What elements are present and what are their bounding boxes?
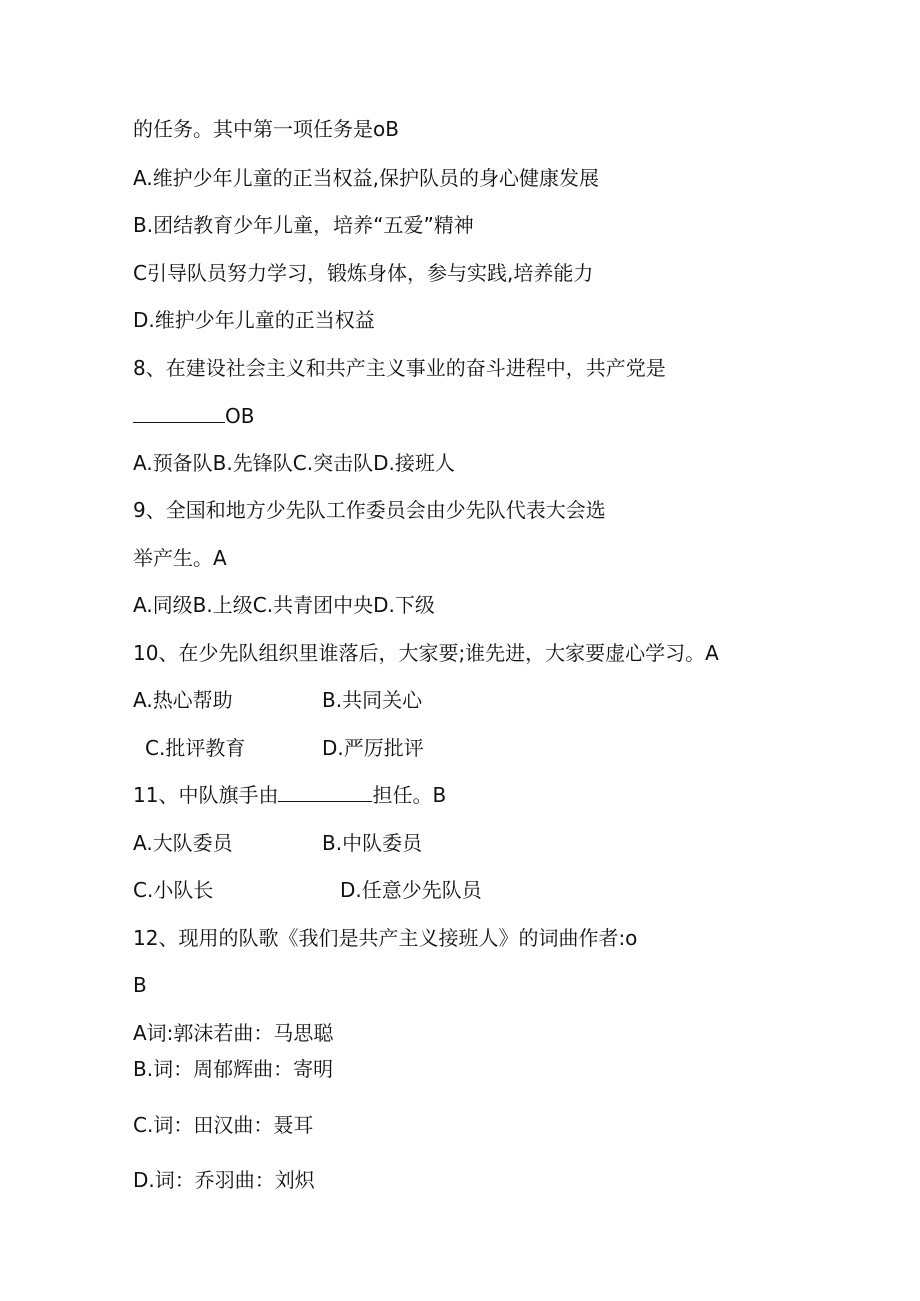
question-12: 12、现用的队歌《我们是共产主义接班人》的词曲作者:o	[133, 926, 638, 950]
question-9: 9、全国和地方少先队工作委员会由少先队代表大会选	[133, 498, 606, 522]
question-11	[133, 781, 446, 809]
question-8: 8、在建设社会主义和共产主义事业的奋斗进程中，共产党是	[133, 356, 666, 380]
question-10: 10、在少先队组织里谁落后，大家要;谁先进，大家要虚心学习。A	[133, 641, 719, 665]
option-line: C引导队员努力学习，锻炼身体，参与实践,培养能力	[133, 261, 594, 285]
option-c: C.词：田汉曲：聂耳	[133, 1113, 314, 1137]
text-line: 的任务。其中第一项任务是oB	[133, 117, 399, 141]
option-line: D.维护少年儿童的正当权益	[133, 308, 375, 332]
option-a: A.大队委员	[133, 831, 233, 855]
option-c: C.小队长	[133, 878, 214, 902]
question-11-prefix: 11、中队旗手由	[133, 783, 279, 807]
question-9-cont: 举产生。A	[133, 546, 227, 570]
option-d: D.严厉批评	[322, 736, 424, 760]
option-b: B.中队委员	[322, 831, 423, 855]
question-12-answer: B	[133, 973, 147, 997]
question-8-answer: OB	[225, 404, 255, 428]
option-line: A.维护少年儿童的正当权益,保护队员的身心健康发展	[133, 166, 600, 190]
option-a: A词:郭沫若曲：马思聪	[133, 1021, 334, 1045]
question-9-options: A.同级B.上级C.共青团中央D.下级	[133, 593, 435, 617]
question-8-options: A.预备队B.先锋队C.突击队D.接班人	[133, 451, 455, 475]
option-d: D.词：乔羽曲：刘炽	[133, 1168, 315, 1192]
option-d: D.任意少先队员	[340, 878, 482, 902]
option-b: B.词：周郁辉曲：寄明	[133, 1057, 334, 1081]
fill-blank	[133, 402, 225, 423]
option-a: A.热心帮助	[133, 688, 233, 712]
question-8-answer-line	[133, 402, 254, 430]
option-line: B.团结教育少年儿童，培养“五爱”精神	[133, 213, 474, 237]
option-c: C.批评教育	[145, 736, 246, 760]
option-b: B.共同关心	[322, 688, 423, 712]
fill-blank	[278, 781, 372, 802]
question-11-suffix: 担任。B	[372, 783, 447, 807]
